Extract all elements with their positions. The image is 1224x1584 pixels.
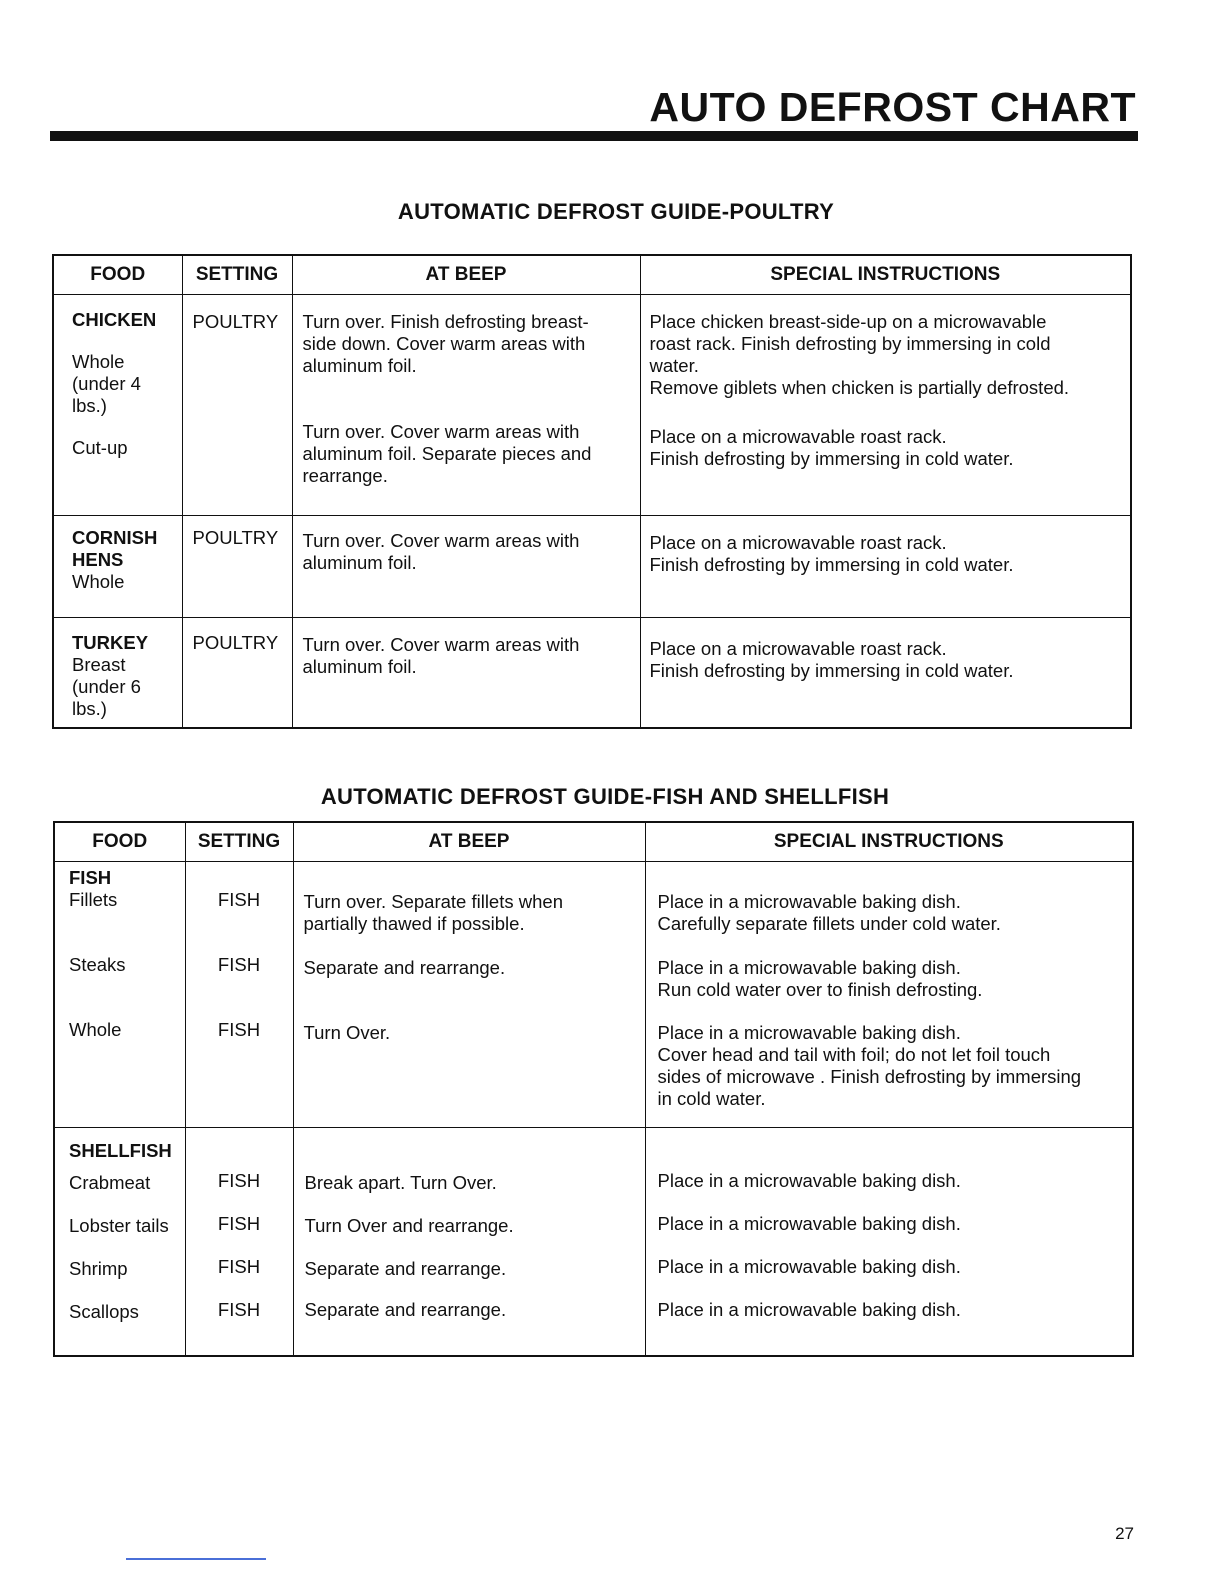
food-name-cornish: CORNISH [72, 527, 158, 548]
food-sub: Breast [72, 654, 126, 675]
table-row-chicken [53, 295, 1131, 516]
setting-cell [182, 295, 292, 516]
food-name-chicken: CHICKEN [72, 309, 157, 330]
food-sub: Crabmeat [69, 1172, 151, 1193]
at-beep-cell [293, 1128, 645, 1356]
poultry-heading: AUTOMATIC DEFROST GUIDE-POULTRY [397, 199, 835, 224]
at-beep-cell [292, 516, 640, 618]
setting-value: FISH [217, 1170, 261, 1191]
poultry-header-row [53, 255, 1131, 295]
at-beep-cell [292, 618, 640, 728]
header-food: FOOD [54, 822, 185, 862]
special-text: Place in a microwavable baking dish. [657, 1213, 961, 1234]
header-at-beep: AT BEEP [292, 255, 640, 295]
food-name-shellfish: SHELLFISH [69, 1140, 172, 1161]
special-text: Cover head and tail with foil; do not let foil touch [657, 1044, 1051, 1065]
food-cell [54, 862, 185, 1128]
beep-text: Turn Over. [303, 1022, 391, 1043]
food-sub: Steaks [69, 954, 126, 975]
setting-value: POULTRY [192, 632, 279, 653]
beep-text: Separate and rearrange. [304, 1258, 507, 1279]
poultry-table [52, 254, 1132, 729]
food-name-fish: FISH [69, 867, 112, 888]
setting-value: FISH [217, 889, 261, 910]
special-text: water. [649, 355, 699, 376]
page-title: AUTO DEFROST CHART [649, 84, 1136, 130]
special-text: sides of microwave . Finish defrosting by immersing [657, 1066, 1082, 1087]
food-name-turkey: TURKEY [72, 632, 149, 653]
food-sub: (under 6 [72, 676, 141, 697]
special-text: Run cold water over to finish defrosting. [657, 979, 983, 1000]
fish-heading: AUTOMATIC DEFROST GUIDE-FISH AND SHELLFISH [320, 784, 890, 809]
header-at-beep: AT BEEP [293, 822, 645, 862]
page-number: 27 [1115, 1524, 1134, 1543]
special-text: Remove giblets when chicken is partially defrosted. [649, 377, 1070, 398]
table-row-shellfish [54, 1128, 1133, 1356]
special-text: Place on a microwavable roast rack. [649, 426, 947, 447]
food-sub: Whole [72, 351, 125, 372]
title-rule [50, 131, 1138, 141]
special-cell [640, 516, 1131, 618]
beep-text: rearrange. [302, 465, 388, 486]
table-row-cornish-hens [53, 516, 1131, 618]
header-special-instructions: SPECIAL INSTRUCTIONS [640, 255, 1131, 295]
setting-cell [185, 862, 293, 1128]
special-text: Place in a microwavable baking dish. [657, 1256, 961, 1277]
setting-value: FISH [217, 1213, 261, 1234]
food-cell [53, 516, 182, 618]
beep-text: Turn over. Finish defrosting breast- [302, 311, 589, 332]
food-sub: Whole [72, 571, 125, 592]
special-text: Place in a microwavable baking dish. [657, 957, 961, 978]
beep-text: aluminum foil. [302, 656, 417, 677]
setting-value: FISH [217, 1256, 261, 1277]
beep-text: Turn over. Cover warm areas with [302, 530, 580, 551]
beep-text: aluminum foil. Separate pieces and [302, 443, 592, 464]
special-text: in cold water. [657, 1088, 766, 1109]
header-setting: SETTING [185, 822, 293, 862]
special-text: Place chicken breast-side-up on a microwavable [649, 311, 1047, 332]
special-cell [645, 1128, 1133, 1356]
food-sub: Scallops [69, 1301, 139, 1322]
food-sub: Fillets [69, 889, 118, 910]
special-text: Place in a microwavable baking dish. [657, 1022, 961, 1043]
beep-text: partially thawed if possible. [303, 913, 525, 934]
special-text: Place in a microwavable baking dish. [657, 891, 961, 912]
special-text: roast rack. Finish defrosting by immersing in cold [649, 333, 1051, 354]
setting-value: FISH [217, 1019, 261, 1040]
food-name-hens: HENS [72, 549, 124, 570]
food-cell [53, 618, 182, 728]
setting-cell [182, 516, 292, 618]
beep-text: Turn over. Separate fillets when [303, 891, 563, 912]
food-sub: Whole [69, 1019, 122, 1040]
special-text: Finish defrosting by immersing in cold water. [649, 448, 1014, 469]
food-cell [54, 1128, 185, 1356]
special-text: Place in a microwavable baking dish. [657, 1170, 961, 1191]
setting-value: POULTRY [192, 527, 279, 548]
special-text: Finish defrosting by immersing in cold water. [649, 554, 1014, 575]
food-sub: (under 4 [72, 373, 141, 394]
beep-text: Separate and rearrange. [304, 1299, 507, 1320]
food-sub: Lobster tails [69, 1215, 169, 1236]
setting-value: FISH [217, 1299, 261, 1320]
food-sub: Cut-up [72, 437, 128, 458]
header-special-instructions: SPECIAL INSTRUCTIONS [645, 822, 1133, 862]
beep-text: Turn over. Cover warm areas with [302, 634, 580, 655]
at-beep-cell [293, 862, 645, 1128]
at-beep-cell [292, 295, 640, 516]
beep-text: aluminum foil. [302, 355, 417, 376]
food-sub: lbs.) [72, 698, 107, 719]
special-text: Place in a microwavable baking dish. [657, 1299, 961, 1320]
setting-cell [182, 618, 292, 728]
table-row-fish [54, 862, 1133, 1128]
setting-value: FISH [217, 954, 261, 975]
fish-header-row [54, 822, 1133, 862]
beep-text: side down. Cover warm areas with [302, 333, 586, 354]
food-sub: Shrimp [69, 1258, 128, 1279]
special-text: Place on a microwavable roast rack. [649, 638, 947, 659]
food-cell [53, 295, 182, 516]
beep-text: Turn over. Cover warm areas with [302, 421, 580, 442]
special-text: Finish defrosting by immersing in cold water. [649, 660, 1014, 681]
header-setting: SETTING [182, 255, 292, 295]
fish-table [53, 821, 1134, 1357]
header-food: FOOD [53, 255, 182, 295]
special-text: Carefully separate fillets under cold water. [657, 913, 1001, 934]
beep-text: Separate and rearrange. [303, 957, 506, 978]
beep-text: Turn Over and rearrange. [304, 1215, 514, 1236]
special-cell [645, 862, 1133, 1128]
footer-underline [126, 1558, 266, 1560]
table-row-turkey [53, 618, 1131, 728]
food-sub: lbs.) [72, 395, 107, 416]
beep-text: aluminum foil. [302, 552, 417, 573]
special-cell [640, 618, 1131, 728]
beep-text: Break apart. Turn Over. [304, 1172, 497, 1193]
special-cell [640, 295, 1131, 516]
special-text: Place on a microwavable roast rack. [649, 532, 947, 553]
setting-cell [185, 1128, 293, 1356]
setting-value: POULTRY [192, 311, 279, 332]
